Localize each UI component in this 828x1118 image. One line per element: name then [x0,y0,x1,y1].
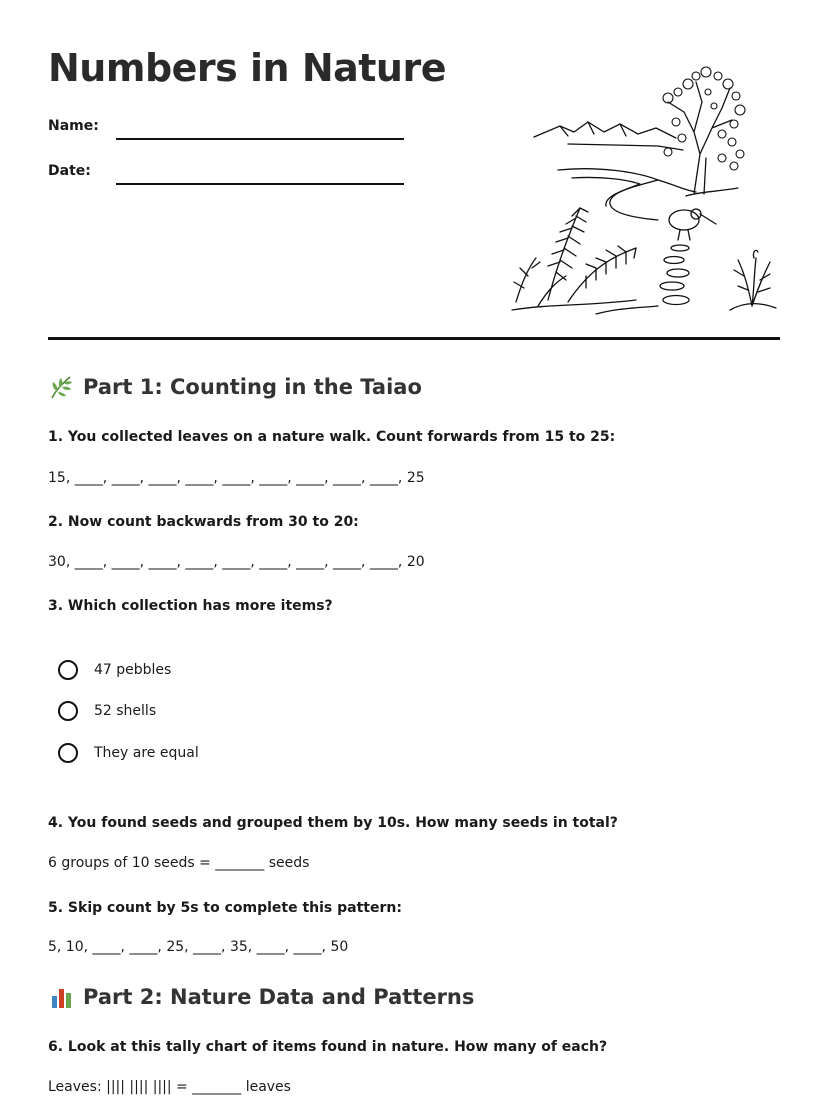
date-label: Date: [48,163,91,179]
question-6-answer[interactable]: Leaves: |||| |||| |||| = _______ leaves [48,1079,291,1095]
question-1-answer[interactable]: 15, ____, ____, ____, ____, ____, ____, ____, ____, ____, 25 [48,470,425,486]
question-4-answer[interactable]: 6 groups of 10 seeds = _______ seeds [48,855,310,871]
part2-title: Part 2: Nature Data and Patterns [83,985,475,1009]
date-field[interactable] [116,183,404,185]
option-shells[interactable] [58,701,156,721]
name-label: Name: [48,118,99,134]
bar-chart-icon [48,984,74,1010]
question-5-answer[interactable]: 5, 10, ____, ____, 25, ____, 35, ____, ____, 50 [48,939,349,955]
option-label: 52 shells [94,703,157,719]
question-3: 3. Which collection has more items? [48,598,333,614]
herb-icon [48,374,74,400]
question-2: 2. Now count backwards from 30 to 20: [48,514,359,530]
radio-button[interactable] [58,743,78,763]
name-field[interactable] [116,138,404,140]
question-6: 6. Look at this tally chart of items found in nature. How many of each? [48,1039,608,1055]
option-label: They are equal [94,745,199,761]
question-1: 1. You collected leaves on a nature walk. Count forwards from 15 to 25: [48,429,616,445]
header-divider [48,337,780,340]
nature-scene-illustration [508,62,780,320]
option-pebbles[interactable] [58,660,171,680]
option-label: 47 pebbles [94,662,172,678]
question-2-answer[interactable]: 30, ____, ____, ____, ____, ____, ____, ____, ____, ____, 20 [48,554,425,570]
part1-title: Part 1: Counting in the Taiao [83,375,422,399]
question-4: 4. You found seeds and grouped them by 10s. How many seeds in total? [48,815,618,831]
question-5: 5. Skip count by 5s to complete this pattern: [48,900,402,916]
part2-heading [48,984,474,1010]
option-equal[interactable] [58,743,199,763]
worksheet-title: Numbers in Nature [48,46,446,90]
radio-button[interactable] [58,701,78,721]
part1-heading [48,374,422,400]
radio-button[interactable] [58,660,78,680]
